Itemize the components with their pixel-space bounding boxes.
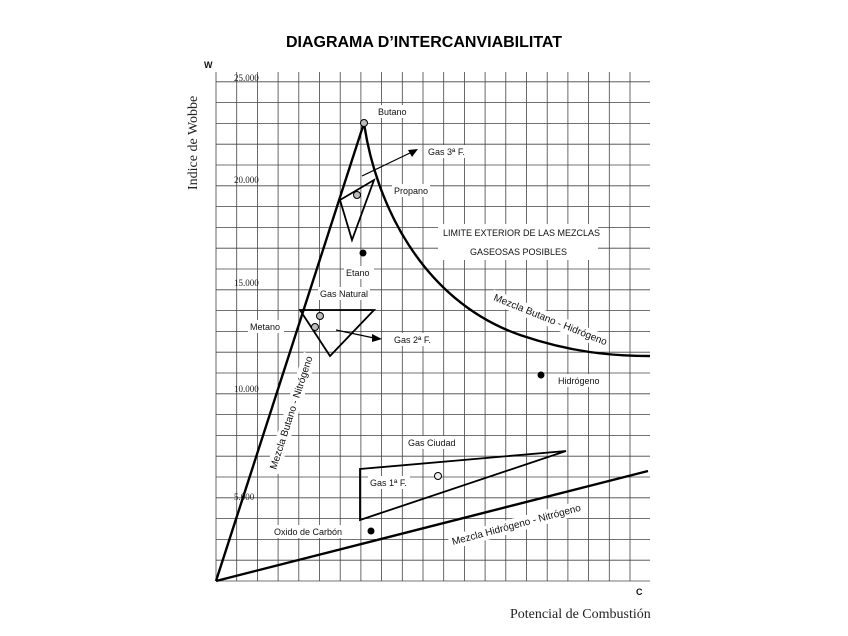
hidrogeno-nitrogeno-label: Mezcla Hidrógeno - Nitrógeno (450, 502, 583, 548)
x-axis-title: Potencial de Combustión (510, 607, 651, 622)
limit-label-line1: LIMITE EXTERIOR DE LAS MEZCLAS (443, 228, 601, 238)
propano-label: Propano (394, 186, 429, 196)
x-axis-symbol: C (636, 587, 643, 597)
y-tick-25000: 25.000 (234, 73, 259, 83)
butano-nitrogeno-label: Mezcla Butano - Nitrógeno (268, 354, 316, 471)
etano-label: Etano (346, 268, 370, 278)
page-title: DIAGRAMA D’INTERCANVIABILITAT (285, 34, 563, 51)
butano-hidrogeno-label: Mezcla Butano - Hidrógeno (491, 292, 609, 349)
butano-point (361, 120, 368, 127)
hidrogeno-label: Hidrógeno (558, 376, 600, 386)
gas-3f-zone (340, 180, 374, 240)
hidrogeno-point (538, 372, 545, 379)
etano-point (360, 250, 367, 257)
gas-natural-point (317, 313, 324, 320)
propano-point (354, 192, 361, 199)
gas-2f-label: Gas 2ª F. (394, 335, 431, 345)
y-tick-15000: 15.000 (234, 278, 259, 288)
y-axis-title: Indice de Wobbe (186, 95, 201, 190)
oxido-carbon-label: Oxido de Carbón (274, 527, 343, 537)
y-tick-10000: 10.000 (234, 384, 259, 394)
oxido-carbon-point (368, 528, 375, 535)
y-tick-20000: 20.000 (234, 175, 259, 185)
gas-ciudad-point (435, 473, 442, 480)
gas-natural-label: Gas Natural (320, 289, 369, 299)
gas-3f-label: Gas 3ª F. (428, 147, 465, 157)
y-axis-symbol: W (204, 60, 213, 70)
butano-label: Butano (378, 107, 407, 117)
gas-2f-arrowhead (372, 334, 382, 342)
gas-1f-label: Gas 1ª F. (370, 478, 407, 488)
gas-2f-zone (300, 310, 374, 356)
gas-ciudad-label: Gas Ciudad (408, 438, 456, 448)
metano-point (312, 324, 319, 331)
limit-label-line2: GASEOSAS POSIBLES (470, 247, 568, 257)
metano-label: Metano (250, 322, 281, 332)
y-tick-5000: 5.000 (234, 492, 255, 502)
